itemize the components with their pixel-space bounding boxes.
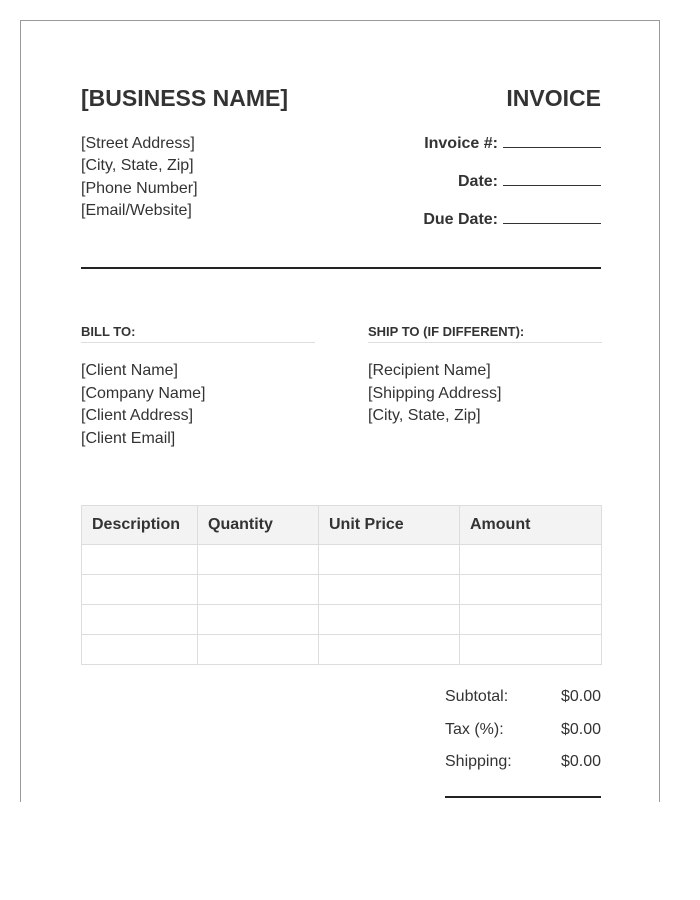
due-date-row (341, 209, 601, 247)
due-date-label: Due Date: (423, 211, 498, 228)
invoice-meta (341, 133, 601, 247)
invoice-number-label: Invoice #: (424, 135, 498, 152)
company-name[interactable]: [Company Name] (81, 384, 206, 402)
ship-to-heading: SHIP TO (IF DIFFERENT): (368, 324, 602, 343)
invoice-date-row (341, 171, 601, 209)
invoice-page (20, 20, 660, 802)
shipping-address[interactable]: [Shipping Address] (368, 384, 502, 402)
unit-price-cell[interactable] (319, 545, 460, 575)
quantity-cell[interactable] (198, 605, 319, 635)
table-header-row (82, 506, 602, 545)
subtotal-label: Subtotal: (445, 688, 509, 705)
subtotal-value[interactable]: $0.00 (560, 688, 601, 705)
amount-cell[interactable] (460, 575, 602, 605)
ship-to-section (368, 324, 602, 428)
tax-label: Tax (%): (445, 720, 504, 738)
quantity-cell[interactable] (198, 545, 319, 575)
amount-cell[interactable] (460, 605, 602, 635)
description-cell[interactable] (82, 635, 198, 665)
amount-cell[interactable] (460, 545, 602, 575)
shipping-row (445, 752, 601, 785)
table-row (82, 605, 602, 635)
invoice-date-field[interactable] (503, 171, 601, 186)
column-header-description: Description (82, 506, 198, 545)
description-cell[interactable] (82, 605, 198, 635)
quantity-cell[interactable] (198, 635, 319, 665)
table-row (82, 635, 602, 665)
unit-price-cell[interactable] (319, 605, 460, 635)
description-cell[interactable] (82, 545, 198, 575)
unit-price-cell[interactable] (319, 635, 460, 665)
line-items-table (81, 505, 602, 665)
business-phone[interactable]: [Phone Number] (81, 179, 198, 197)
amount-cell[interactable] (460, 635, 602, 665)
column-header-unit-price: Unit Price (319, 506, 460, 545)
client-name[interactable]: [Client Name] (81, 362, 178, 379)
invoice-number-row (341, 133, 601, 171)
invoice-number-field[interactable] (503, 133, 601, 148)
business-city-state-zip[interactable]: [City, State, Zip] (81, 157, 194, 175)
business-name[interactable]: [BUSINESS NAME] (81, 85, 289, 111)
shipping-value[interactable]: $0.00 (560, 753, 601, 771)
recipient-name[interactable]: [Recipient Name] (368, 362, 491, 379)
description-cell[interactable] (82, 575, 198, 605)
tax-value[interactable]: $0.00 (560, 720, 601, 738)
due-date-field[interactable] (503, 209, 601, 224)
invoice-title: INVOICE (506, 85, 601, 111)
table-row (82, 575, 602, 605)
shipping-label: Shipping: (445, 753, 512, 771)
subtotal-row (445, 687, 601, 720)
business-address-block (81, 133, 198, 222)
totals-section (445, 687, 601, 798)
bill-to-heading: BILL TO: (81, 324, 315, 343)
invoice-date-label: Date: (457, 173, 498, 190)
table-row (82, 545, 602, 575)
client-address[interactable]: [Client Address] (81, 407, 194, 425)
unit-price-cell[interactable] (319, 575, 460, 605)
column-header-amount: Amount (460, 506, 602, 545)
quantity-cell[interactable] (198, 575, 319, 605)
business-email-website[interactable]: [Email/Website] (81, 201, 192, 219)
ship-to-lines (368, 360, 602, 428)
client-email[interactable]: [Client Email] (81, 429, 176, 447)
bill-to-lines (81, 360, 315, 450)
bill-to-section (81, 324, 315, 450)
shipping-city-state-zip[interactable]: [City, State, Zip] (368, 407, 481, 425)
business-street-address[interactable]: [Street Address] (81, 135, 195, 152)
column-header-quantity: Quantity (198, 506, 319, 545)
tax-row (445, 720, 601, 753)
totals-divider (445, 796, 601, 798)
header-divider (81, 267, 601, 269)
